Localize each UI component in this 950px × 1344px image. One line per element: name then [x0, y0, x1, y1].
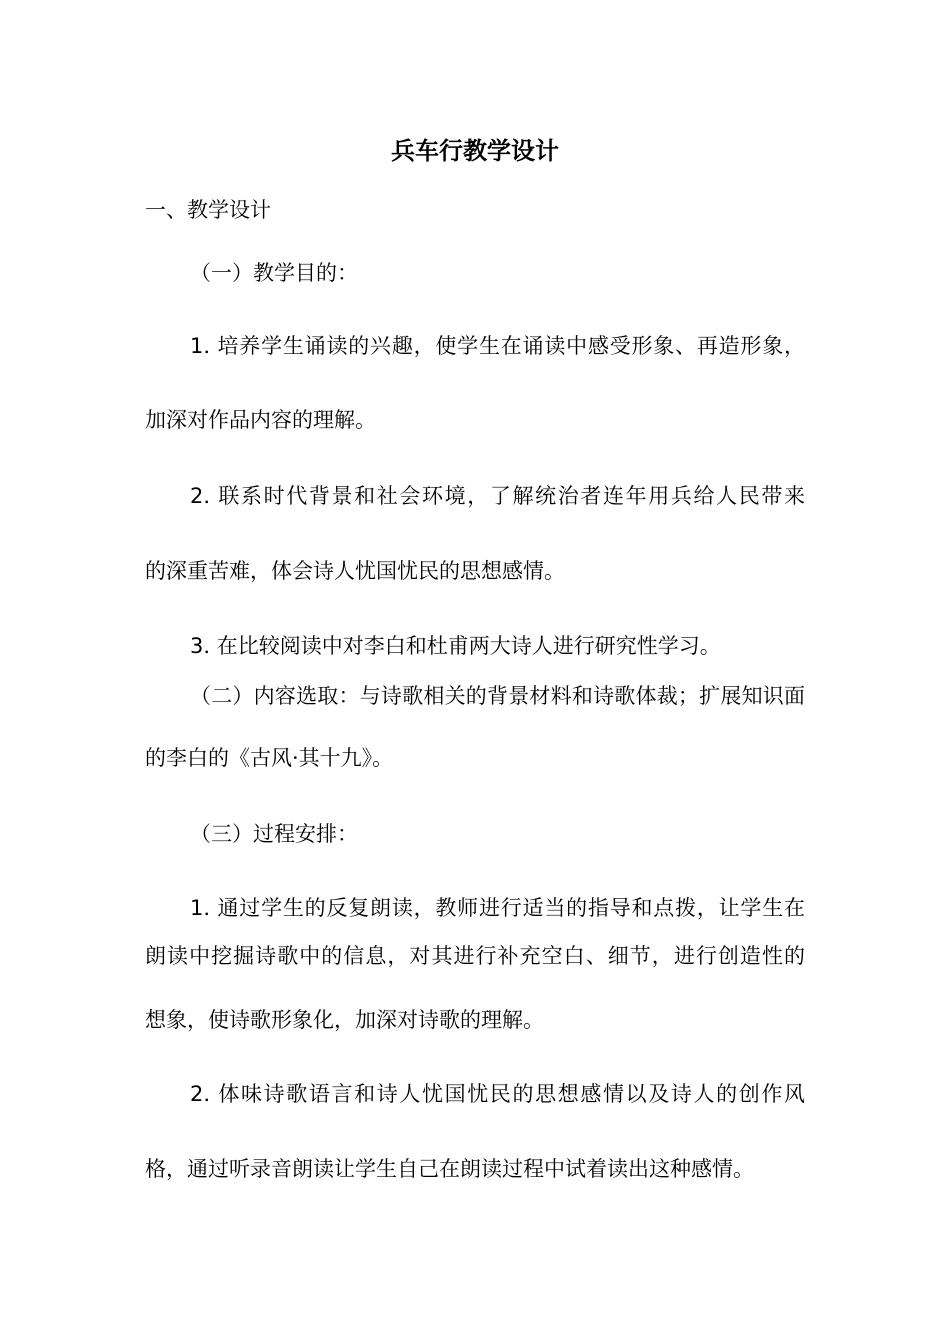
- step-1-text: . 通过学生的反复朗读，教师进行适当的指导和点拨，让学生在: [203, 896, 805, 920]
- step-1-line-1: [190, 894, 805, 922]
- content-selection-line-1: （二）内容选取：与诗歌相关的背景材料和诗歌体裁；扩展知识面: [190, 684, 805, 708]
- goal-3-line-1: [190, 632, 721, 660]
- section-heading-1: 一、教学设计: [145, 198, 271, 222]
- step-2-line-2: 格，通过听录音朗读让学生自己在朗读过程中试着读出这种感情。: [145, 1157, 754, 1181]
- goal-1-line-2: 加深对作品内容的理解。: [145, 408, 376, 432]
- goal-3-text: . 在比较阅读中对李白和杜甫两大诗人进行研究性学习。: [203, 634, 721, 658]
- goal-1-number: 1: [190, 334, 204, 358]
- goal-1-line-1: [190, 332, 805, 360]
- goal-2-text: . 联系时代背景和社会环境，了解统治者连年用兵给人民带来: [203, 484, 805, 508]
- goal-3-number: 3: [190, 634, 204, 658]
- goal-2-line-1: [190, 482, 805, 510]
- subheading-process: （三）过程安排：: [190, 822, 358, 846]
- step-1-line-2: 朗读中挖掘诗歌中的信息，对其进行补充空白、细节，进行创造性的: [145, 944, 805, 968]
- step-2-text: . 体味诗歌语言和诗人忧国忧民的思想感情以及诗人的创作风: [203, 1082, 805, 1106]
- subheading-goals: （一）教学目的：: [190, 261, 358, 285]
- step-1-number: 1: [190, 896, 204, 920]
- step-2-number: 2: [190, 1082, 204, 1106]
- goal-2-line-2: 的深重苦难，体会诗人忧国忧民的思想感情。: [145, 559, 565, 583]
- content-selection-line-2: 的李白的《古风·其十九》。: [145, 746, 394, 770]
- page-title: 兵车行教学设计: [391, 136, 559, 165]
- step-2-line-1: [190, 1080, 805, 1108]
- step-1-line-3: 想象，使诗歌形象化，加深对诗歌的理解。: [145, 1008, 544, 1032]
- goal-1-text: . 培养学生诵读的兴趣，使学生在诵读中感受形象、再造形象，: [203, 334, 805, 358]
- goal-2-number: 2: [190, 484, 204, 508]
